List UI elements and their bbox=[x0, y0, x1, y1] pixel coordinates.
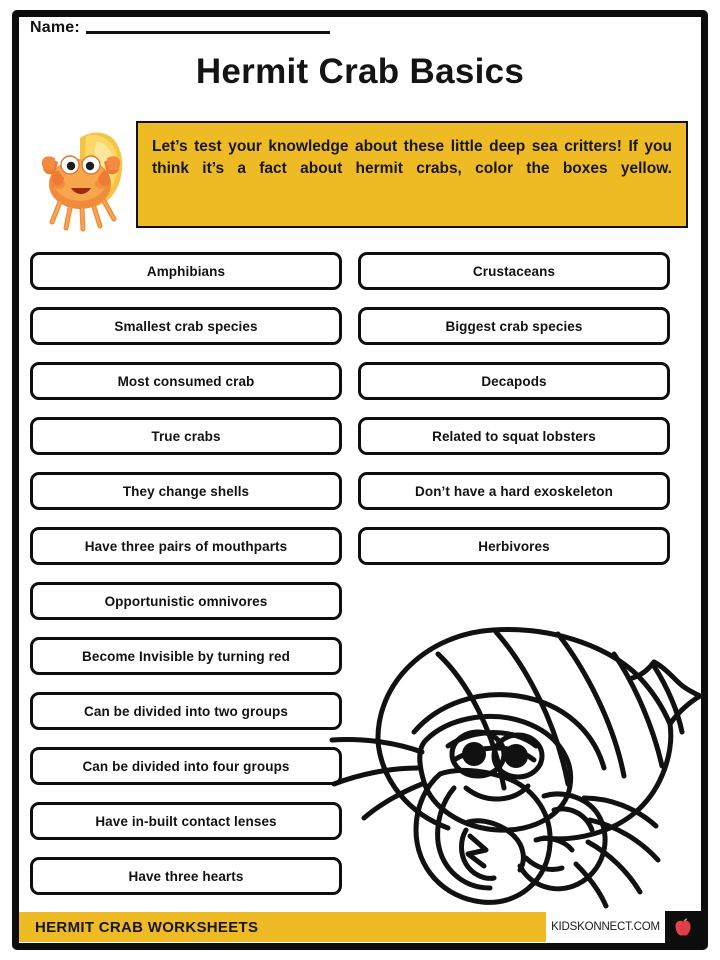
instruction-text: Let’s test your knowledge about these little deep sea critters! If you think it’s a fact about hermit crabs, color the boxes yellow. bbox=[152, 138, 672, 178]
fact-label: They change shells bbox=[122, 483, 250, 499]
fact-label: Herbivores bbox=[478, 538, 550, 554]
fact-box[interactable] bbox=[30, 802, 342, 840]
fact-label: Can be divided into four groups bbox=[82, 758, 290, 774]
fact-box[interactable] bbox=[30, 637, 342, 675]
footer-website bbox=[546, 912, 665, 942]
fact-box[interactable] bbox=[30, 362, 342, 400]
fact-box[interactable] bbox=[358, 362, 670, 400]
fact-box[interactable] bbox=[358, 417, 670, 455]
red-apple-logo-icon bbox=[671, 915, 695, 939]
fact-box[interactable] bbox=[358, 472, 670, 510]
fact-label: Most consumed crab bbox=[117, 373, 255, 389]
footer-bar bbox=[19, 912, 701, 942]
fact-label: Don’t have a hard exoskeleton bbox=[415, 483, 613, 499]
fact-label: Opportunistic omnivores bbox=[104, 593, 268, 609]
fact-label: Amphibians bbox=[146, 263, 226, 279]
fact-box[interactable] bbox=[358, 307, 670, 345]
footer-logo bbox=[665, 911, 701, 943]
page-title: Hermit Crab Basics bbox=[195, 52, 525, 91]
instruction-band bbox=[26, 118, 688, 236]
fact-box[interactable] bbox=[30, 417, 342, 455]
fact-box[interactable] bbox=[358, 527, 670, 565]
fact-label: Have three pairs of mouthparts bbox=[84, 538, 288, 554]
hermit-crab-line-art-icon bbox=[318, 592, 710, 910]
fact-label: Smallest crab species bbox=[114, 318, 258, 334]
fact-label: True crabs bbox=[151, 428, 221, 444]
fact-box[interactable] bbox=[30, 252, 342, 290]
footer-website-label: KIDSKONNECT.COM bbox=[551, 921, 660, 933]
name-label: Name: bbox=[30, 19, 80, 36]
fact-label: Have three hearts bbox=[128, 868, 244, 884]
name-row bbox=[30, 20, 330, 36]
name-write-in-line[interactable] bbox=[86, 31, 330, 34]
fact-box[interactable] bbox=[358, 252, 670, 290]
hermit-crab-mascot-icon bbox=[28, 122, 136, 234]
fact-box[interactable] bbox=[30, 472, 342, 510]
fact-column-right bbox=[358, 252, 670, 582]
fact-column-left bbox=[30, 252, 342, 912]
fact-label: Become Invisible by turning red bbox=[82, 648, 290, 664]
footer-worksheet-title bbox=[19, 912, 546, 942]
fact-label: Can be divided into two groups bbox=[84, 703, 288, 719]
fact-label: Decapods bbox=[481, 373, 547, 389]
fact-label: Related to squat lobsters bbox=[432, 428, 596, 444]
fact-label: Have in-built contact lenses bbox=[95, 813, 277, 829]
fact-box[interactable] bbox=[30, 857, 342, 895]
footer-title-label: HERMIT CRAB WORKSHEETS bbox=[35, 918, 259, 936]
fact-box[interactable] bbox=[30, 692, 342, 730]
fact-box[interactable] bbox=[30, 527, 342, 565]
instruction-box bbox=[136, 121, 688, 228]
fact-box[interactable] bbox=[30, 582, 342, 620]
fact-box[interactable] bbox=[30, 307, 342, 345]
fact-label: Crustaceans bbox=[472, 263, 556, 279]
fact-box[interactable] bbox=[30, 747, 342, 785]
fact-label: Biggest crab species bbox=[445, 318, 583, 334]
